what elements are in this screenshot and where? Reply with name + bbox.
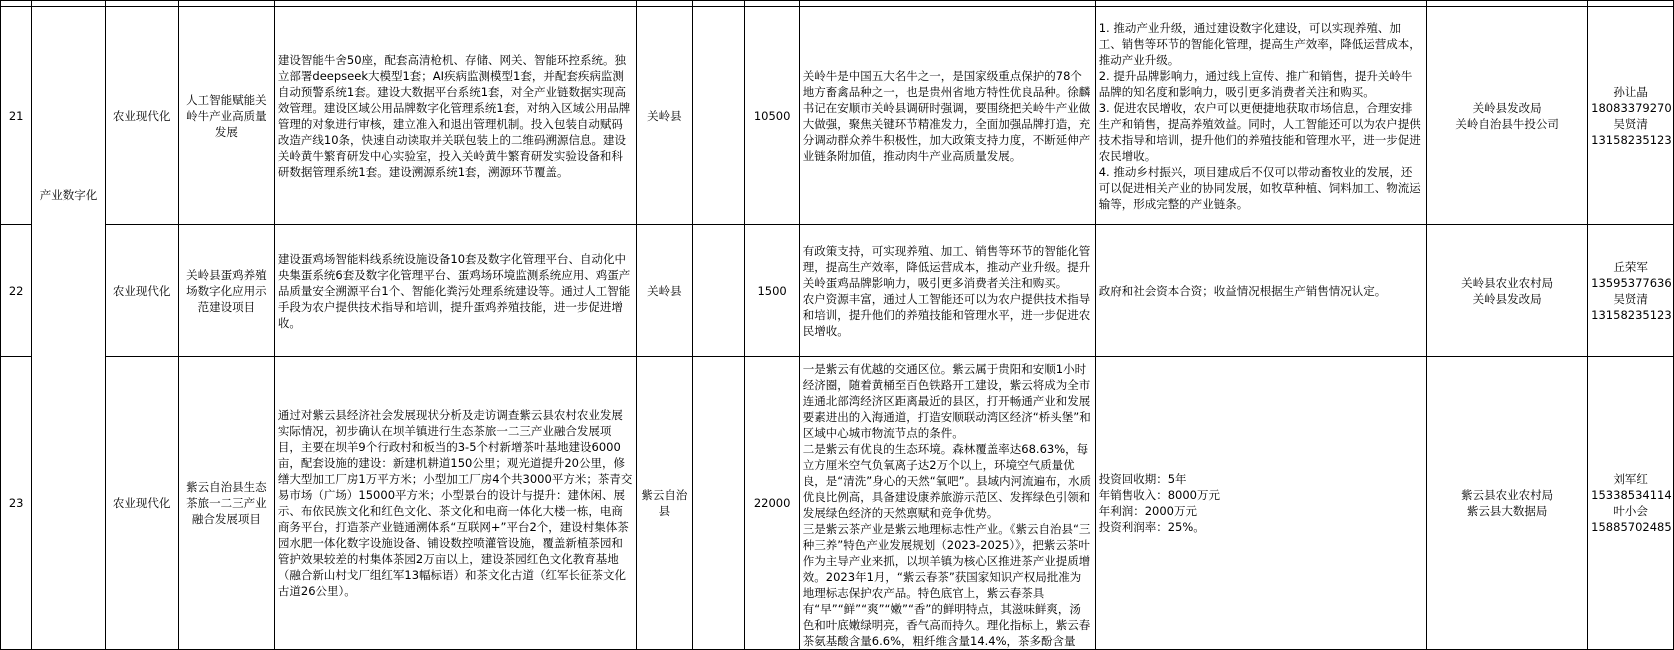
contact-name: 刘军红 — [1613, 472, 1648, 486]
project-type-cell[interactable]: 农业现代化 — [105, 357, 178, 650]
investment-cell[interactable]: 1500 — [745, 225, 799, 357]
project-type-cell[interactable]: 农业现代化 — [105, 225, 178, 357]
row-number-cell[interactable]: 21 — [1, 7, 32, 225]
unit-line: 关岭县发改局 — [1472, 291, 1542, 306]
contact-cell[interactable] — [1588, 357, 1674, 650]
responsible-unit-cell[interactable] — [1427, 7, 1588, 225]
contact-phone: 13158235123 — [1591, 307, 1672, 322]
blank-cell[interactable] — [693, 357, 745, 650]
unit-line: 关岭县发改局 — [1472, 100, 1542, 115]
project-basis-cell[interactable]: 有政策支持，可实现养殖、加工、销售等环节的智能化管理，提高生产效率，降低运营成本，推动产业升级。提升关岭蛋鸡品牌影响力，吸引更多消费者关注和购买。 农户资源丰富，通过人工智能还可以为农户提供技术指导和培训，提升他们的养殖技能和管理水平，进一步促进农民增收。 — [799, 225, 1095, 357]
table-row — [1, 225, 1674, 357]
blank-cell[interactable] — [693, 225, 745, 357]
project-name-cell[interactable]: 人工智能赋能关岭牛产业高质量发展 — [178, 7, 274, 225]
table-row — [1, 357, 1674, 650]
construction-content-cell[interactable]: 建设蛋鸡场智能料线系统设施设备10套及数字化管理平台、自动化中央集蛋系统6套及数字化管理平台、蛋鸡场环境监测系统应用、鸡蛋产品质量安全溯源平台1个、智能化粪污处理系统建设等。通过人工智能手段为农户提供技术指导和培训，提升蛋鸡养殖技能，进一步促进增收。 — [274, 225, 636, 357]
contact-name: 丘荣军 — [1613, 259, 1648, 274]
contact-phone: 18083379270 — [1591, 100, 1672, 115]
category-cell[interactable]: 产业数字化 — [32, 7, 105, 650]
project-basis-cell[interactable]: 一是紫云有优越的交通区位。紫云属于贵阳和安顺1小时经济圈，随着黄桶至百色铁路开工建设，紫云将成为全市连通北部湾经济区距离最近的县区，打开畅通产业和发展要素进出的入海通道，打造安顺联动湾区经济“桥头堡”和区域中心城市物流节点的条件。 二是紫云有优良的生态环境。森林覆盖率达68.63%，每立方厘米空气负氧离子达2万个以上，环境空气质量优良，是“清洗”身心的天然“氧吧”。县域内河流遍布，水质优良比例高，具备建设康养旅游示范区、发挥绿色引领和发展绿色经济的天然禀赋和竞争优势。 三是紫云茶产业是紫云地理标志性产业。《紫云自治县“三种三养”特色产业发展规划（2023-2025）》，把紫云茶叶作为主导产业来抓，以坝羊镇为核心区推进茶产业提质增效。2023年1月，“紫云春茶”获国家知识产权局批准为地理标志保护农产品。特色底官上，紫云春茶具有“早”“鲜”“爽”“嫩”“香”的鲜明特点，其滋味鲜爽，汤色和叶底嫩绿明亮，香气高而持久。理化指标上，紫云春茶氨基酸含量6.6%，粗纤维含量14.4%，茶多酚含量 — [799, 357, 1095, 650]
location-cell[interactable]: 关岭县 — [636, 225, 692, 357]
project-name-cell[interactable]: 关岭县蛋鸡养殖场数字化应用示范建设项目 — [178, 225, 274, 357]
responsible-unit-cell[interactable] — [1427, 357, 1588, 650]
benefits-cell[interactable]: 投资回收期：5年 年销售收入：8000万元 年利润：2000万元 投资利润率：25%。 — [1095, 357, 1426, 650]
benefits-cell[interactable]: 1. 推动产业升级，通过建设数字化建设，可以实现养殖、加工、销售等环节的智能化管理，提高生产效率，降低运营成本，推动产业升级。 2. 提升品牌影响力，通过线上宣传、推广和销售，提升关岭牛品牌的知名度和影响力，吸引更多消费者关注和购买。 3. 促进农民增收，农户可以更便捷地获取市场信息，合理安排生产和销售，提高养殖效益。同时，人工智能还可以为农户提供技术指导和培训，提升他们的养殖技能和管理水平，进一步促进农民增收。 4. 推动乡村振兴，项目建成后不仅可以带动畜牧业的发展，还可以促进相关产业的协同发展，如牧草种植、饲料加工、物流运输等，形成完整的产业链条。 — [1095, 7, 1426, 225]
contact-phone: 15885702485 — [1591, 520, 1672, 534]
contact-phone: 13595377636 — [1591, 275, 1672, 290]
location-cell[interactable]: 紫云自治县 — [636, 357, 692, 650]
contact-phone: 13158235123 — [1591, 132, 1672, 147]
benefits-cell[interactable]: 政府和社会资本合资；收益情况根据生产销售情况认定。 — [1095, 225, 1426, 357]
table-row — [1, 7, 1674, 225]
unit-line: 紫云县大数据局 — [1466, 504, 1548, 518]
unit-line: 关岭自治县牛投公司 — [1455, 116, 1559, 131]
unit-line: 关岭县农业农村局 — [1461, 275, 1554, 290]
contact-phone: 15338534114 — [1591, 488, 1672, 502]
investment-cell[interactable]: 10500 — [745, 7, 799, 225]
project-type-cell[interactable]: 农业现代化 — [105, 7, 178, 225]
row-number-cell[interactable]: 22 — [1, 225, 32, 357]
row-number-cell[interactable]: 23 — [1, 357, 32, 650]
contact-name: 孙让晶 — [1613, 84, 1648, 99]
construction-content-cell[interactable]: 建设智能牛舍50座，配套高清枪机、存储、网关、智能环控系统。独立部署deepseek大模型1套；AI疾病监测模型1套，并配套疾病监测自动预警系统1套。建设大数据平台系统1套，对全产业链数据实现高效管理。建设区域公用品牌数字化管理系统1套，对纳入区域公用品牌管理的对象进行审核，建立准入和退出管理机制。投入包装自动赋码改造产线10条，快速自动读取并关联包装上的二维码溯源信息。建设关岭黄牛繁育研发中心实验室，投入关岭黄牛繁育研发实验设备和科研数据管理系统1套。建设溯源系统1套，溯源环节覆盖。 — [274, 7, 636, 225]
contact-name: 吴贤清 — [1613, 291, 1648, 306]
contact-name: 吴贤清 — [1613, 116, 1648, 131]
responsible-unit-cell[interactable] — [1427, 225, 1588, 357]
project-basis-cell[interactable]: 关岭牛是中国五大名牛之一，是国家级重点保护的78个地方畜禽品种之一，也是贵州省地方特性优良品种。徐麟书记在安顺市关岭县调研时强调，要围绕把关岭牛产业做大做强，聚焦关键环节精准发力，全面加强品牌打造，充分调动群众养牛积极性，加大政策支持力度，不断延伸产业链条附加值，推动肉牛产业高质量发展。 — [799, 7, 1095, 225]
contact-name: 叶小会 — [1613, 504, 1648, 518]
location-cell[interactable]: 关岭县 — [636, 7, 692, 225]
project-name-cell[interactable]: 紫云自治县生态茶旅一二三产业融合发展项目 — [178, 357, 274, 650]
investment-cell[interactable]: 22000 — [745, 357, 799, 650]
contact-cell[interactable] — [1588, 7, 1674, 225]
contact-cell[interactable] — [1588, 225, 1674, 357]
unit-line: 紫云县农业农村局 — [1461, 488, 1554, 502]
construction-content-cell[interactable]: 通过对紫云县经济社会发展现状分析及走访调查紫云县农村农业发展实际情况，初步确认在坝羊镇进行生态茶旅一二三产业融合发展项目，主要在坝羊9个行政村和板当的3-5个村新增茶叶基地建设6000亩，配套设施的建设：新建机耕道150公里；观光道提升20公里，修缮大型加工厂房1万平方米；小型加工厂房4个共3000平方米；茶青交易市场（广场）15000平方米；小型景台的设计与提升：建休闲、展示、布依民族文化和红色文化、茶文化和电商一体化大楼一栋，电商商务平台，打造茶产业链通溯体系“互联网+”平台2个，建设村集体茶园水肥一体化数字设施设备、铺设数控喷灌管设施，覆盖新植茶园和管护效果较差的村集体茶园2万亩以上，建设茶园红色文化教育基地（融合新山村戈厂组红军13幅标语）和茶文化古道（红军长征茶文化古道26公里）。 — [274, 357, 636, 650]
blank-cell[interactable] — [693, 7, 745, 225]
